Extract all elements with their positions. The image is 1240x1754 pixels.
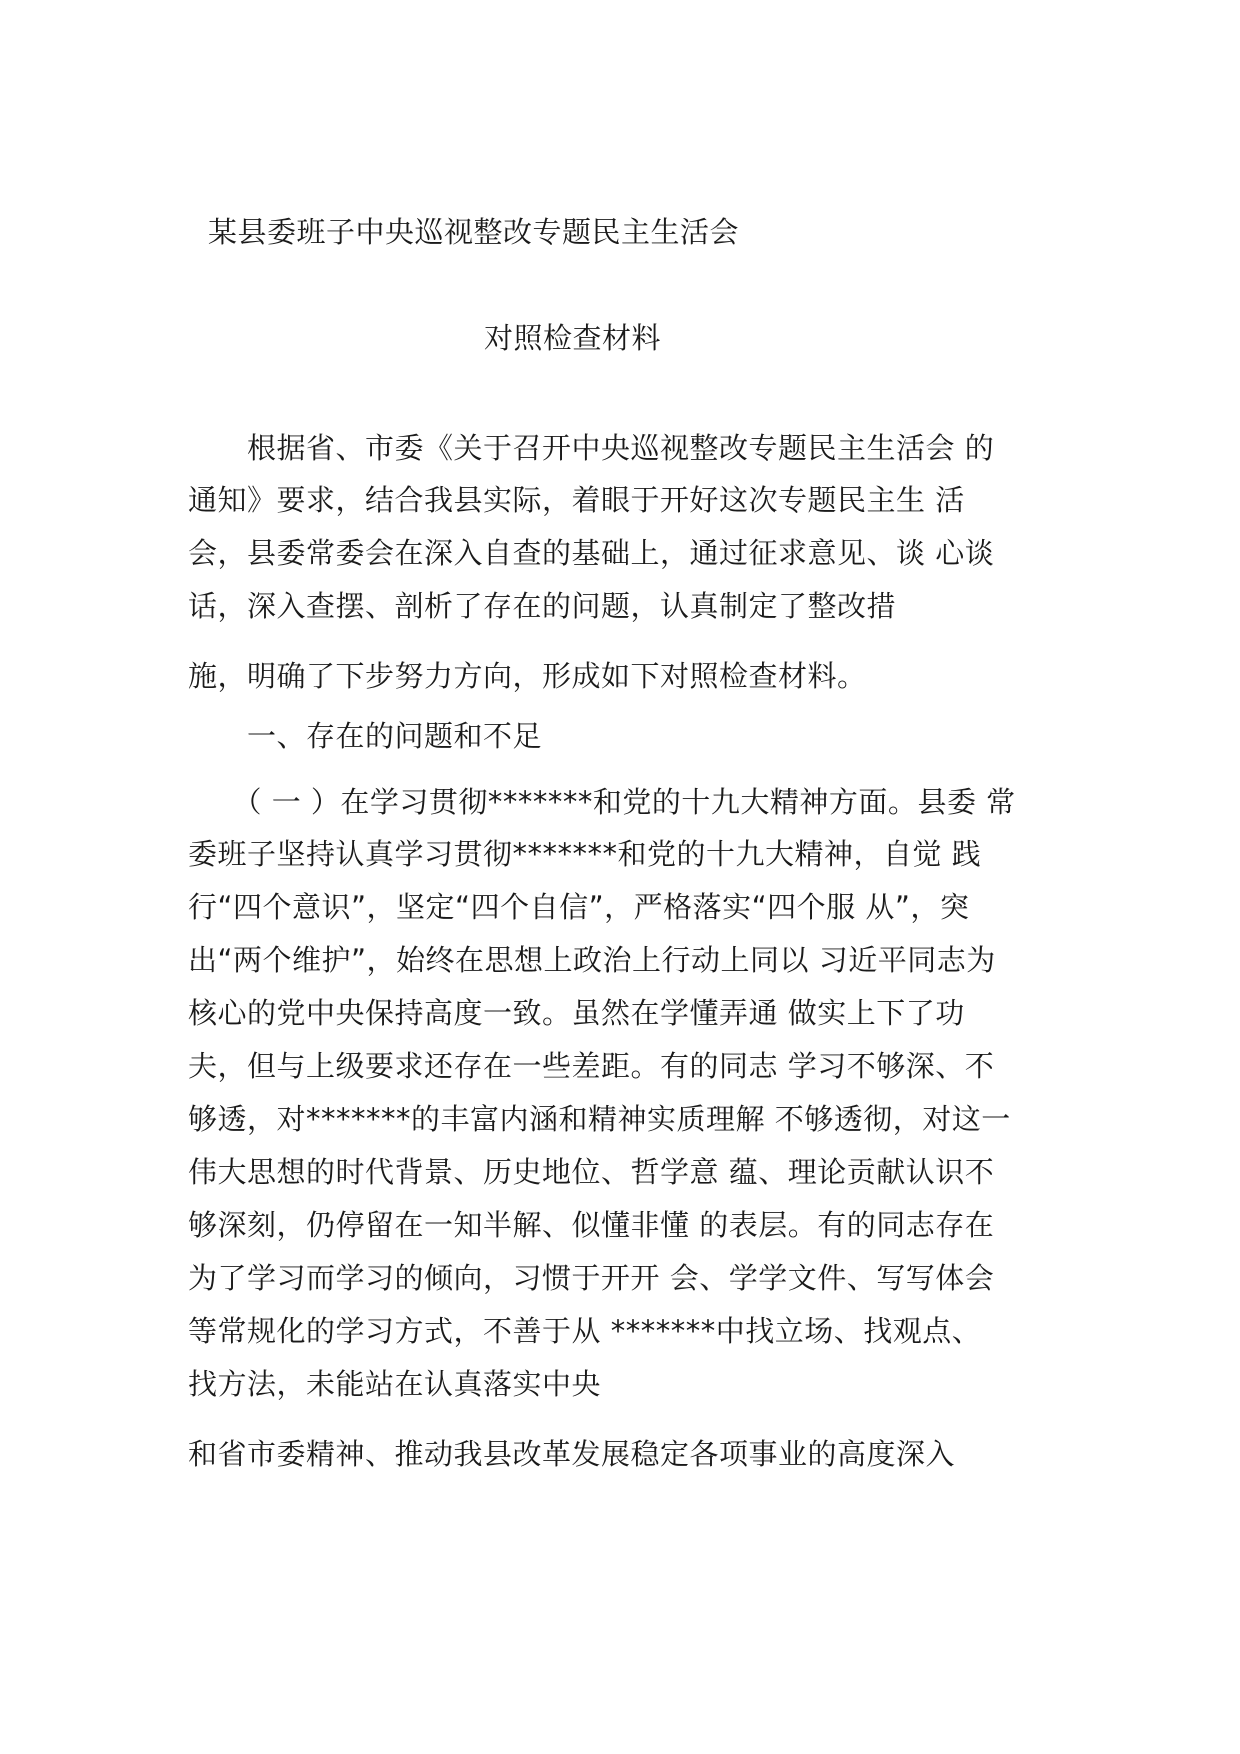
document-subtitle: 对照检查材料 <box>484 321 662 355</box>
body-line: 委班子坚持认真学习贯彻*******和党的十九大精神，自觉 践 <box>188 837 982 871</box>
body-line: 施，明确了下步努力方向，形成如下对照检查材料。 <box>188 659 867 693</box>
body-line: 伟大思想的时代背景、历史地位、哲学意 蕴、理论贡献认识不 <box>188 1155 995 1189</box>
body-line: （ 一 ）在学习贯彻*******和党的十九大精神方面。县委 常 <box>188 785 1016 819</box>
body-line: 够透，对*******的丰富内涵和精神实质理解 不够透彻，对这一 <box>188 1102 1011 1136</box>
body-line: 为了学习而学习的倾向，习惯于开开 会、学学文件、写写体会 <box>188 1261 995 1295</box>
body-line: 根据省、市委《关于召开中央巡视整改专题民主生活会 的 <box>188 431 995 465</box>
body-line: 找方法，未能站在认真落实中央 <box>188 1367 602 1401</box>
body-line: 和省市委精神、推动我县改革发展稳定各项事业的高度深入 <box>188 1437 956 1471</box>
body-line: 出“两个维护”，始终在思想上政治上行动上同以 习近平同志为 <box>188 943 996 977</box>
body-line: 通知》要求，结合我县实际，着眼于开好这次专题民主生 活 <box>188 483 965 517</box>
document-title: 某县委班子中央巡视整改专题民主生活会 <box>208 215 740 249</box>
body-line: 行“四个意识”，坚定“四个自信”，严格落实“四个服 从”，突 <box>188 890 970 924</box>
body-line: 核心的党中央保持高度一致。虽然在学懂弄通 做实上下了功 <box>188 996 965 1030</box>
body-line: 够深刻，仍停留在一知半解、似懂非懂 的表层。有的同志存在 <box>188 1208 995 1242</box>
body-line: 会，县委常委会在深入自查的基础上，通过征求意见、谈 心谈 <box>188 536 995 570</box>
body-line: 话，深入查摆、剖析了存在的问题，认真制定了整改措 <box>188 589 897 623</box>
body-line: 等常规化的学习方式，不善于从 *******中找立场、找观点、 <box>188 1314 982 1348</box>
body-line: 夫，但与上级要求还存在一些差距。有的同志 学习不够深、不 <box>188 1049 995 1083</box>
section-heading: 一、存在的问题和不足 <box>188 719 543 753</box>
